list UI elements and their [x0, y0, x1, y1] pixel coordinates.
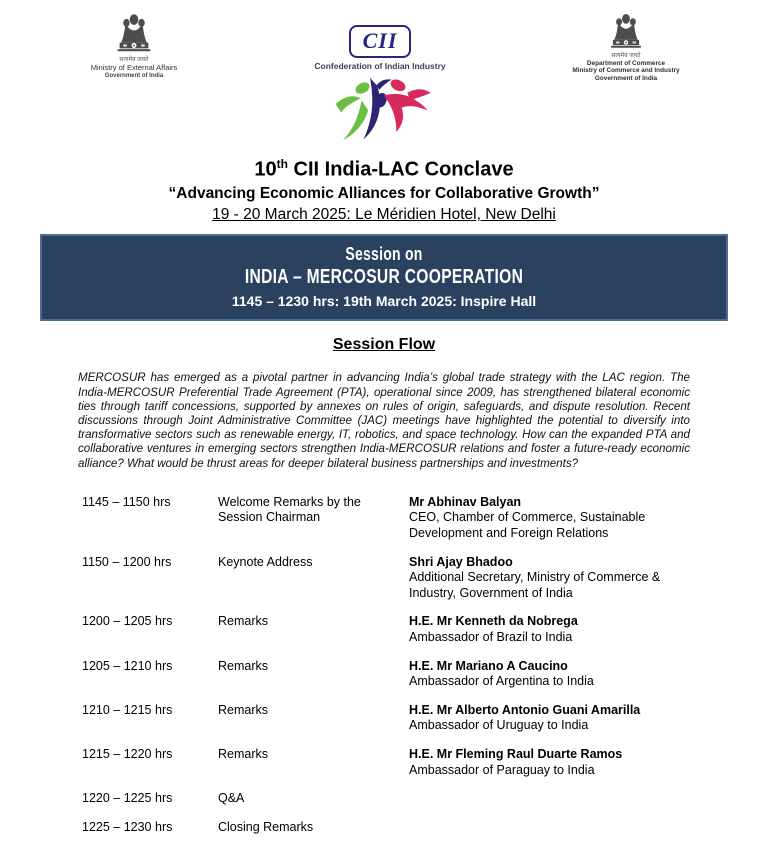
speaker-cell [409, 747, 701, 778]
session-description: MERCOSUR has emerged as a pivotal partner in advancing India’s global trade strategy with the LAC region. The India-MERCOSUR Preferential Trade Agreement (PTA), operational since 2009, has strengthened bilateral economic ties through tariff concessions, supported by annexes on rules of origin, safeguards, and dispute resolution. Recent discussions through Joint Administrative Committee (JAC) meetings have highlighted the potential to diversify into transformative sectors such as renewable energy, IT, robotics, and space technology. How can the expanded PTA and collaborative ventures in emerging sectors strengthen India-MERCOSUR relations and foster a future-ready economic alliance? What would be thrust areas for deeper bilateral business partnerships and investments? [78, 371, 690, 470]
cii-caption: Confederation of Indian Industry [314, 61, 446, 71]
banner-session-title: INDIA – MERCOSUR COOPERATION [244, 266, 524, 289]
date-venue: 19 - 20 March 2025: Le Méridien Hotel, New Delhi [212, 206, 556, 223]
schedule-row [82, 747, 768, 778]
speaker-designation: Ambassador of Paraguay to India [409, 762, 595, 777]
schedule-row [82, 791, 768, 807]
speaker-cell [409, 791, 701, 807]
time-slot: 1210 – 1215 hrs [82, 702, 173, 717]
india-lac-conclave-logo [0, 74, 768, 151]
speaker-designation: Ambassador of Uruguay to India [409, 718, 589, 733]
mea-logo [58, 12, 210, 79]
speaker-cell [409, 614, 701, 645]
schedule-row [82, 703, 768, 734]
speaker-cell [409, 659, 701, 690]
schedule-row [82, 495, 768, 542]
time-slot: 1150 – 1200 hrs [82, 554, 172, 569]
speaker-name: Mr Abhinav Balyan [409, 494, 522, 509]
schedule-row [82, 820, 768, 836]
session-banner [40, 234, 728, 321]
doc-ministry: Ministry of Commerce and Industry [572, 67, 680, 75]
mea-name: Ministry of External Affairs [90, 62, 178, 72]
speaker-cell [409, 703, 701, 734]
title-ordinal: th [276, 156, 288, 171]
schedule [82, 495, 768, 836]
time-slot: 1200 – 1205 hrs [82, 614, 173, 629]
subtitle: “Advancing Economic Alliances for Collaborative Growth” [168, 184, 600, 202]
cii-logo [314, 12, 445, 71]
page-title [0, 157, 768, 183]
agenda-item: Closing Remarks [218, 819, 314, 834]
doc-logo [550, 12, 702, 82]
agenda-item: Remarks [218, 702, 269, 717]
doc-name: Department of Commerce [586, 59, 666, 67]
speaker-designation: CEO, Chamber of Commerce, Sustainable Development and Foreign Relations [409, 510, 646, 540]
banner-session-time: 1145 – 1230 hrs: 19th March 2025: Inspire Hall [231, 293, 537, 310]
speaker-name: H.E. Mr Alberto Antonio Guani Amarilla [409, 702, 641, 717]
doc-govt: Government of India [594, 74, 658, 82]
speaker-designation: Ambassador of Argentina to India [409, 674, 594, 689]
section-heading: Session Flow [332, 336, 436, 354]
cii-acronym: CII [362, 28, 398, 53]
agenda-item: Q&A [218, 791, 245, 806]
time-slot: 1145 – 1150 hrs [82, 494, 171, 509]
time-slot: 1205 – 1210 hrs [82, 658, 173, 673]
banner-session-on: Session on [345, 244, 423, 265]
time-slot: 1225 – 1230 hrs [82, 819, 173, 834]
speaker-designation: Additional Secretary, Ministry of Commerce & Industry, Government of India [409, 570, 661, 600]
agenda-item: Keynote Address [218, 554, 313, 569]
schedule-row [82, 614, 768, 645]
schedule-row [82, 659, 768, 690]
schedule-row [82, 555, 768, 602]
agenda-item: Welcome Remarks by the Session Chairman [218, 494, 361, 525]
mea-govt: Government of India [104, 72, 164, 79]
agenda-item: Remarks [218, 746, 269, 761]
speaker-name: H.E. Mr Fleming Raul Duarte Ramos [409, 746, 623, 761]
title-block [0, 157, 768, 224]
agenda-item: Remarks [218, 658, 269, 673]
time-slot: 1220 – 1225 hrs [82, 791, 173, 806]
header-logos [0, 0, 768, 82]
speaker-name: H.E. Mr Kenneth da Nobrega [409, 614, 578, 629]
national-emblem-icon [111, 12, 157, 56]
speaker-cell [409, 495, 701, 542]
national-emblem-icon [605, 12, 647, 52]
conclave-figures-icon [328, 74, 440, 146]
speaker-cell [409, 820, 701, 836]
speaker-designation: Ambassador of Brazil to India [409, 629, 573, 644]
doc-motto: सत्यमेव जयते [611, 53, 641, 59]
title-number: 10 [254, 158, 277, 181]
time-slot: 1215 – 1220 hrs [82, 746, 173, 761]
agenda-item: Remarks [218, 614, 269, 629]
speaker-name: H.E. Mr Mariano A Caucino [409, 658, 568, 673]
speaker-cell [409, 555, 701, 602]
mea-motto: सत्यमेव जयते [119, 57, 149, 63]
title-text: CII India-LAC Conclave [287, 158, 514, 181]
cii-logo-box [349, 25, 412, 58]
speaker-name: Shri Ajay Bhadoo [409, 554, 513, 569]
